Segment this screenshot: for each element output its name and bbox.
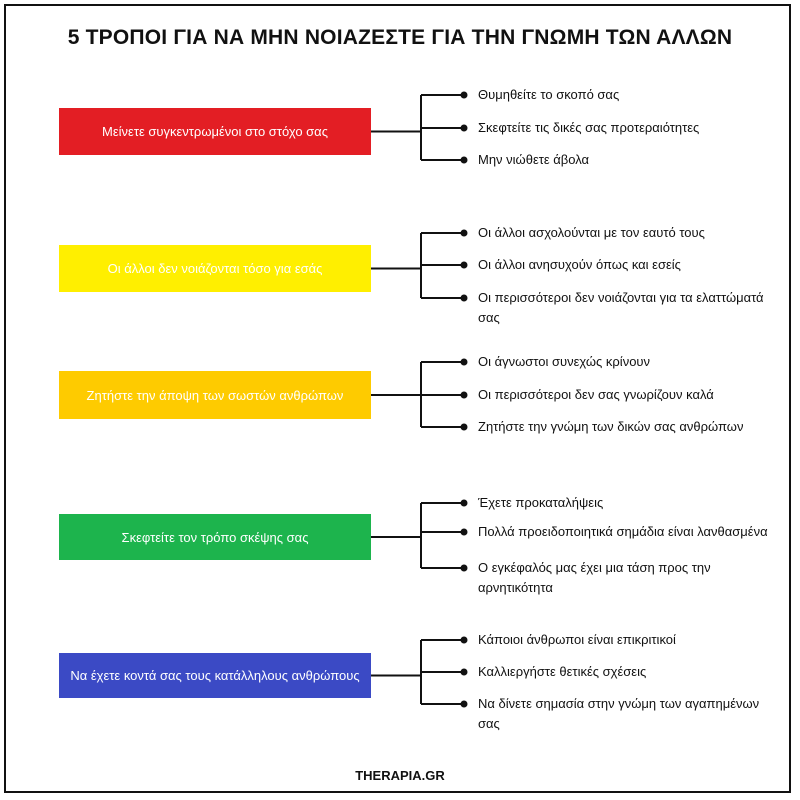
point-text: Οι άλλοι ανησυχούν όπως και εσείς xyxy=(478,257,681,272)
bullet-dot xyxy=(461,157,468,164)
point-text: Οι άγνωστοι συνεχώς κρίνουν xyxy=(478,354,651,369)
point-text: Οι περισσότεροι δεν σας γνωρίζουν καλά xyxy=(478,387,714,402)
point-text: Μην νιώθετε άβολα xyxy=(478,152,590,167)
topic-label: Ζητήστε την άποψη των σωστών ανθρώπων xyxy=(86,387,344,403)
bullet-dot xyxy=(461,669,468,676)
topic-label: Μείνετε συγκεντρωμένοι στο στόχο σας xyxy=(102,124,328,139)
point-text: Καλλιεργήστε θετικές σχέσεις xyxy=(478,664,647,679)
bullet-dot xyxy=(461,92,468,99)
bullet-dot xyxy=(461,701,468,708)
point-text: Σκεφτείτε τις δικές σας προτεραιότητες xyxy=(478,120,700,135)
topic-box xyxy=(59,108,371,155)
topic-label: Σκεφτείτε τον τρόπο σκέψης σας xyxy=(121,529,309,545)
bullet-dot xyxy=(461,262,468,269)
topic-box xyxy=(59,653,371,698)
bullet-dot xyxy=(461,424,468,431)
point-text: Έχετε προκαταλήψεις xyxy=(478,495,604,510)
topic-box xyxy=(59,514,371,560)
bullet-dot xyxy=(461,392,468,399)
bullet-dot xyxy=(461,125,468,132)
bullet-dot xyxy=(461,359,468,366)
page-title: 5 ΤΡΟΠΟΙ ΓΙΑ ΝΑ ΜΗΝ ΝΟΙΑΖΕΣΤΕ ΓΙΑ ΤΗΝ ΓΝΩΜΗ ΤΩΝ ΑΛΛΩΝ xyxy=(67,26,733,49)
point-text: Οι άλλοι ασχολούνται με τον εαυτό τους xyxy=(478,225,705,240)
point-text: Οι περισσότεροι δεν νοιάζονται για τα ελαττώματά σας xyxy=(478,290,764,325)
topic-box xyxy=(59,245,371,292)
bullet-dot xyxy=(461,295,468,302)
point-text: Θυμηθείτε το σκοπό σας xyxy=(478,87,620,102)
point-text: Κάποιοι άνθρωποι είναι επικριτικοί xyxy=(478,632,676,647)
point-text: Ο εγκέφαλός μας έχει μια τάση προς την αρνητικότητα xyxy=(478,560,711,595)
topic-label: Οι άλλοι δεν νοιάζονται τόσο για εσάς xyxy=(107,261,323,276)
bullet-dot xyxy=(461,230,468,237)
point-text: Να δίνετε σημασία στην γνώμη των αγαπημένων σας xyxy=(478,696,760,731)
point-text: Ζητήστε την γνώμη των δικών σας ανθρώπων xyxy=(478,419,744,434)
bullet-dot xyxy=(461,565,468,572)
topic-label: Να έχετε κοντά σας τους κατάλληλους ανθρώπους xyxy=(70,668,360,683)
topic-box xyxy=(59,371,371,419)
footer-brand: THERAPIA.GR xyxy=(355,768,445,783)
bullet-dot xyxy=(461,529,468,536)
bullet-dot xyxy=(461,637,468,644)
bullet-dot xyxy=(461,500,468,507)
point-text: Πολλά προειδοποιητικά σημάδια είναι λανθασμένα xyxy=(478,524,768,539)
